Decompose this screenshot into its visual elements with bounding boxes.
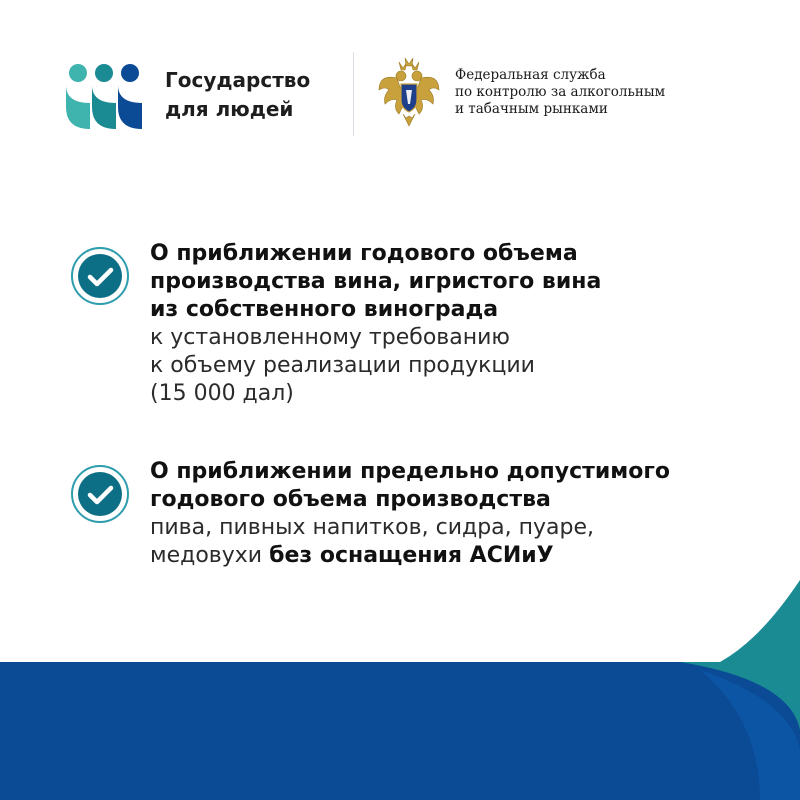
header-divider: [353, 52, 354, 136]
item-1-normal-line-3: (15 000 дал): [150, 381, 294, 406]
header: [0, 0, 800, 170]
item-1-normal-line-1: к установленному требованию: [150, 325, 510, 350]
info-item-2: [70, 458, 780, 578]
item-2-bold-line-1: О приближении предельно допустимого: [150, 459, 671, 484]
check-circle-icon: [70, 246, 130, 306]
brand-line-1: Государство: [165, 68, 311, 92]
info-item-1-text: [150, 240, 790, 408]
info-item-1: [70, 240, 780, 410]
item-1-normal-line-2: к объему реализации продукции: [150, 353, 535, 378]
brand-line-2: для людей: [165, 97, 294, 121]
item-1-bold-line-2: производства вина, игристого вина: [150, 269, 602, 294]
item-1-bold-line-1: О приближении годового объема: [150, 241, 578, 266]
item-1-bold-line-3: из собственного винограда: [150, 297, 499, 322]
decorative-wave-band: [0, 580, 800, 800]
item-2-last-line: [150, 542, 790, 570]
coat-of-arms-emblem-icon: [377, 56, 441, 130]
logo-mark-icon: [66, 63, 142, 129]
agency-line-1: Федеральная служба: [455, 67, 606, 83]
check-circle-icon: [70, 464, 130, 524]
info-item-2-text: [150, 458, 790, 570]
brand-name: [165, 66, 310, 124]
item-2-normal-line-1: пива, пивных напитков, сидра, пуаре,: [150, 515, 595, 540]
agency-line-3: и табачным рынками: [455, 101, 608, 117]
item-2-last-normal: медовухи: [150, 543, 270, 568]
agency-name: [455, 67, 665, 118]
item-2-bold-line-2: годового объема производства: [150, 487, 551, 512]
agency-line-2: по контролю за алкогольным: [455, 84, 666, 100]
item-2-last-bold: без оснащения АСИиУ: [269, 543, 554, 568]
